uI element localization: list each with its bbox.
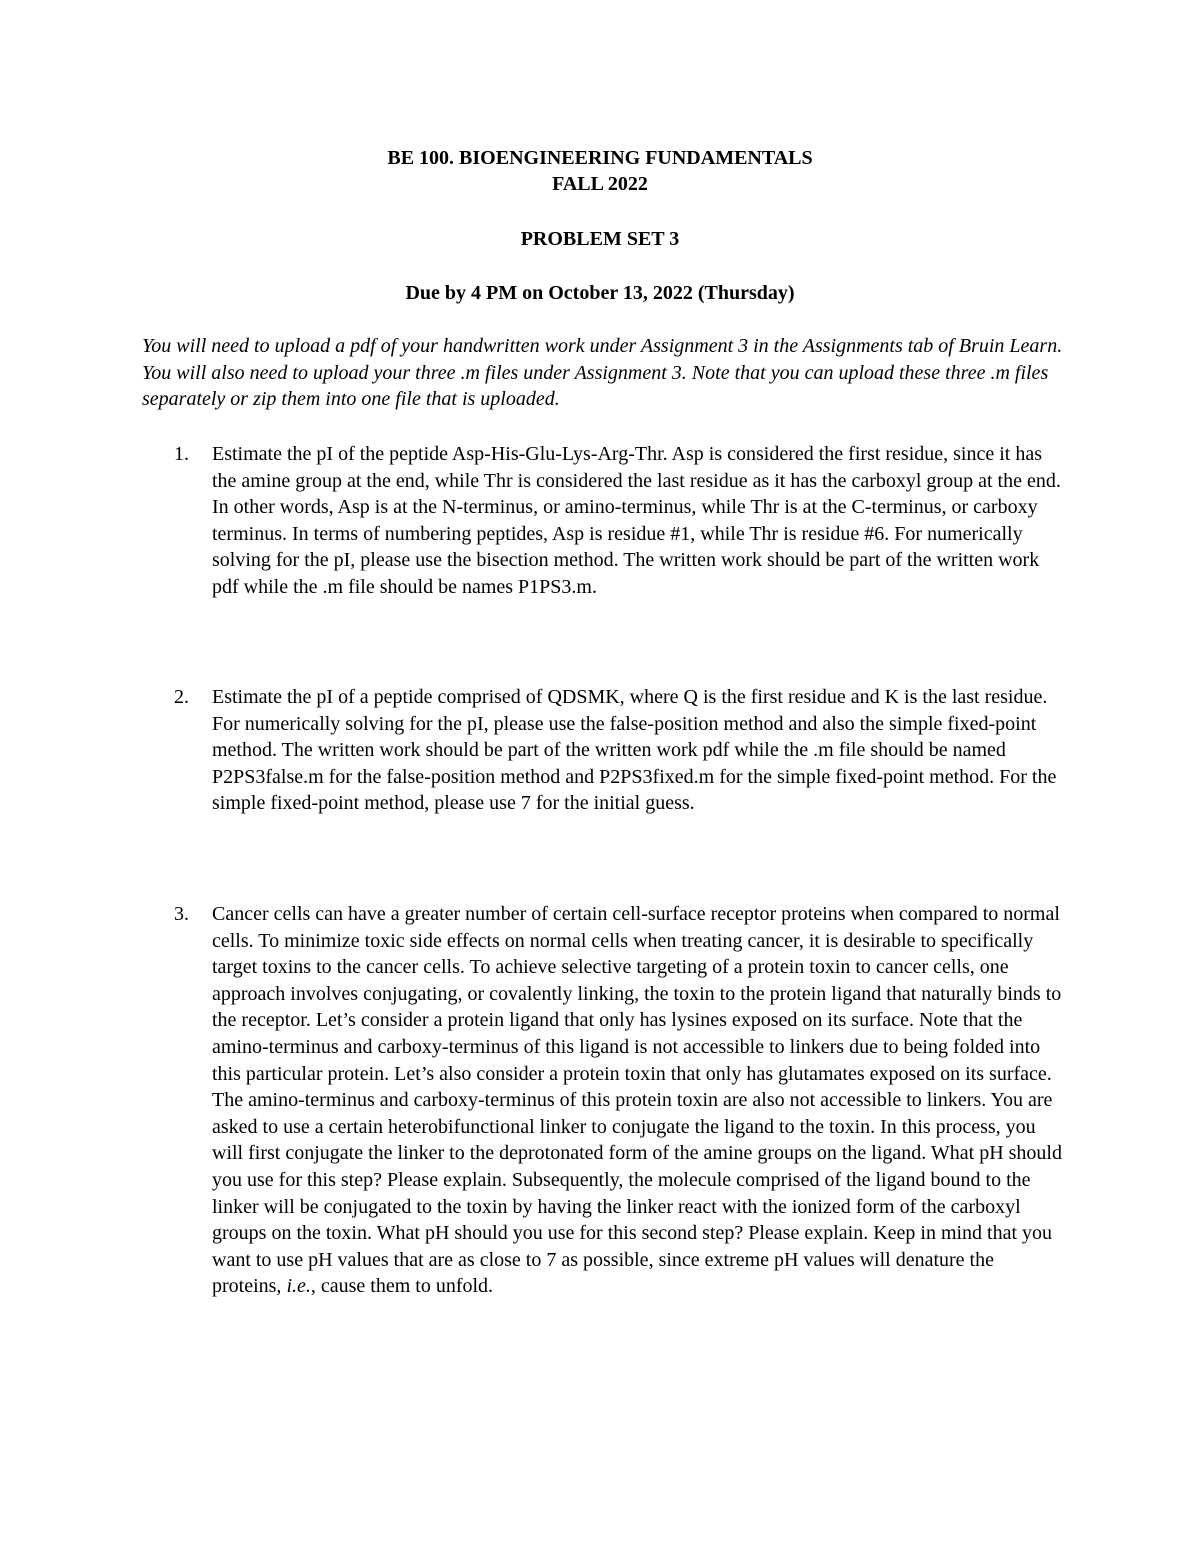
- problem-text-end: , cause them to unfold.: [310, 1275, 494, 1298]
- problem-number: 3.: [174, 903, 189, 925]
- problem-number: 2.: [174, 686, 189, 708]
- problem-set-title: PROBLEM SET 3: [520, 228, 680, 250]
- problem-text: [212, 901, 1067, 1300]
- problem-number: 1.: [174, 443, 189, 465]
- problem-text-emphasis: i.e.: [286, 1275, 311, 1298]
- term-label: FALL 2022: [552, 173, 648, 195]
- problem-text-main: Cancer cells can have a greater number of certain cell-surface receptor proteins when compared to normal cells. To minimize toxic side effects on normal cells when treating cancer, it is desirable to specifically target toxins to the cancer cells. To achieve selective targeting of a protein toxin to cancer cells, one approach involves conjugating, or covalently linking, the toxin to the protein ligand that naturally binds to the receptor. Let’s consider a protein ligand that only has lysines exposed on its surface. Note that the amino-terminus and carboxy-terminus of this ligand is not accessible to linkers due to being folded into this particular protein. Let’s also consider a protein toxin that only has glutamates exposed on its surface. The amino-terminus and carboxy-terminus of this protein toxin are also not accessible to linkers. You are asked to use a certain heterobifunctional linker to conjugate the ligand to the toxin. In this process, you will first conjugate the linker to the deprotonated form of the amine groups on the ligand. What pH should you use for this step? Please explain. Subsequently, the molecule comprised of the ligand bound to the linker will be conjugated to the toxin by having the linker react with the ionized form of the carboxyl groups on the toxin. What pH should you use for this second step? Please explain. Keep in mind that you want to use pH values that are as close to 7 as possible, since extreme pH values will denature the proteins,: [212, 903, 1062, 1298]
- problem-text: Estimate the pI of the peptide Asp-His-Glu-Lys-Arg-Thr. Asp is considered the first residue, since it has the amine group at the end, while Thr is considered the last residue as it has the carboxyl group at the end. In other words, Asp is at the N-terminus, or amino-terminus, while Thr is at the C-terminus, or carboxy terminus. In terms of numbering peptides, Asp is residue #1, while Thr is residue #6. For numerically solving for the pI, please use the bisection method. The written work should be part of the written work pdf while the .m file should be names P1PS3.m.: [212, 443, 1061, 598]
- submission-instructions: You will need to upload a pdf of your handwritten work under Assignment 3 in the Assignments tab of Bruin Learn. You will also need to upload your three .m files under Assignment 3. Note that you can upload these three .m files separately or zip them into one file that is uploaded.: [142, 335, 1063, 410]
- course-title: BE 100. BIOENGINEERING FUNDAMENTALS: [387, 147, 813, 169]
- due-date: Due by 4 PM on October 13, 2022 (Thursday): [405, 282, 795, 304]
- problem-text: Estimate the pI of a peptide comprised of QDSMK, where Q is the first residue and K is the last residue. For numerically solving for the pI, please use the false-position method and also the simple fixed-point method. The written work should be part of the written work pdf while the .m file should be named P2PS3false.m for the false-position method and P2PS3fixed.m for the simple fixed-point method. For the simple fixed-point method, please use 7 for the initial guess.: [212, 686, 1057, 815]
